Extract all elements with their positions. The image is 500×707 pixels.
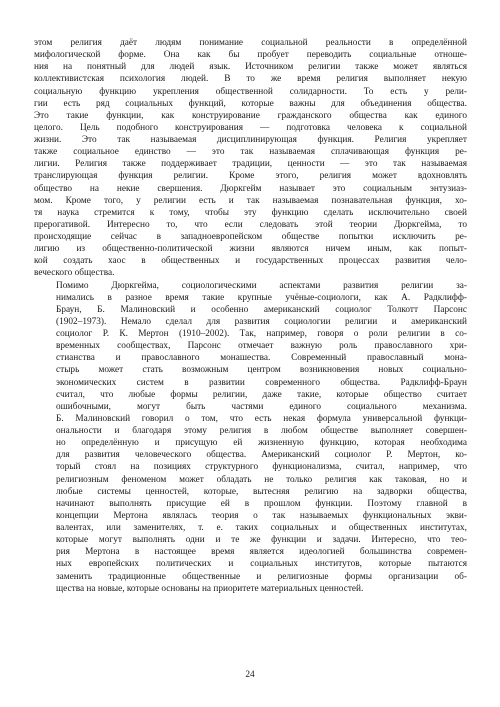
text-line: этом религия даёт людям понимание социальной реальности в определённой — [34, 38, 467, 48]
text-line: торый стоял на позициях структурного функционализма, считал, например, что — [56, 462, 467, 473]
page-number: 24 — [245, 670, 255, 680]
text-line: веческого общества. — [34, 268, 115, 279]
text-line: мифологической форме. Она как бы пробует переводить социальные отноше- — [34, 50, 467, 61]
text-line: любые системы ценностей, которые, вытесняя религию на задворки общества, — [56, 486, 467, 497]
text-line: ональности и благодаря этому религия в любом обществе выполняет совершен- — [56, 426, 467, 436]
text-line: целого. Цель подобного конструирования — подготовка человека к социальной — [34, 122, 467, 133]
text-line: гии есть ряд социальных функций, которые важны для объединения общества. — [34, 98, 467, 109]
text-line: происходящие сейчас в западноевропейском обществе попытки исключить ре- — [34, 232, 467, 242]
text-line: прерогативой. Интересно то, что если следовать этой теории Дюркгейма, то — [34, 219, 467, 230]
text-line: коллективистская психология людей. В то же время религия выполняет некую — [34, 74, 467, 85]
text-line: социолог Р. К. Мертон (1910–2002). Так, например, говоря о роли религии в со- — [56, 329, 467, 339]
text-line: заменить традиционные общественные и религиозные формы организации об- — [56, 571, 467, 582]
text-line: мом. Кроме того, у религии есть и так называемая познавательная функция, хо- — [34, 195, 467, 206]
text-line: рия Мертона в настоящее время является идеологией большинства современ- — [56, 547, 467, 558]
text-line: социальную функцию укрепления общественной солидарности. То есть у рели- — [34, 86, 467, 97]
text-line: общество на некие свершения. Дюркгейм называет это социальным энтузиаз- — [34, 183, 467, 194]
text-line: считал, что любые формы религии, даже такие, которые общество считает — [56, 389, 467, 400]
text-line: ния на понятный для людей язык. Источником религии также может являться — [34, 62, 467, 73]
text-line: концепции Мертона являлась теория о так называемых функциональных экви- — [56, 510, 467, 521]
text-line: валентах, или заменителях, т. е. таких социальных и общественных институтах, — [56, 523, 467, 533]
text-line: Это такие функции, как конструирование гражданского общества как единого — [34, 110, 467, 121]
text-line: Б. Малиновский говорил о том, что есть некая формула универсальной функци- — [56, 413, 467, 424]
text-line: которые могут выполнять одни и те же функции и задачи. Интересно, что тео- — [56, 535, 467, 546]
text-line: экономических систем в развитии современного общества. Радклифф-Браун — [56, 377, 467, 388]
text-line: но определённую и присущую ей жизненную функцию, которая необходима — [56, 438, 467, 449]
paragraph — [34, 280, 467, 595]
text-line: также социальное единство — это так называемая сплачивающая функция ре- — [34, 147, 467, 158]
text-line: транслирующая функция религии. Кроме этого, религия может вдохновлять — [34, 171, 467, 182]
text-line: (1902–1973). Немало сделал для развития социологии религии и американский — [56, 316, 467, 327]
paragraph — [34, 37, 467, 280]
text-line: ошибочными, могут быть частями единого социального механизма. — [56, 401, 467, 412]
text-line: тя наука стремится к тому, чтобы эту функцию сделать исключительно своей — [34, 207, 467, 218]
text-line: начинают выполнять присущие ей в прошлом функции. Поэтому главной в — [56, 498, 467, 509]
text-line: религиозным феноменом может обладать не только религия как таковая, но и — [56, 474, 467, 485]
text-line: Помимо Дюркгейма, социологическими аспектами развития религии за- — [56, 280, 467, 291]
text-line: стырь может стать возможным центром возникновения новых социально- — [56, 365, 467, 376]
text-line: нимались в разное время такие крупные учёные-социологи, как А. Радклифф- — [56, 292, 467, 303]
text-line: Браун, Б. Малиновский и особенно американский социолог Толкотт Парсонс — [56, 304, 467, 315]
text-line: лигии. Религия также поддерживает традиции, ценности — это так называемая — [34, 159, 467, 170]
text-line: стианства и православного монашества. Современный православный мона- — [56, 353, 467, 364]
text-line: жизни. Это так называемая дисциплинирующая функция. Религия укрепляет — [34, 135, 467, 145]
text-line: временных сообществах, Парсонс отмечает важную роль православного хри- — [56, 341, 467, 352]
text-line: щества на новые, которые основаны на приоритете материальных ценностей. — [56, 583, 364, 594]
text-line: ных европейских политических и социальных институтов, которые пытаются — [56, 559, 467, 570]
text-line: для развития человеческого общества. Американский социолог Р. Мертон, ко- — [56, 450, 467, 461]
text-line: лигию из общественно-политической жизни являются ничем иным, как попыт- — [34, 244, 467, 255]
page-body — [34, 37, 467, 677]
text-line: кой создать хаос в общественных и государственных процессах развития чело- — [34, 256, 467, 267]
